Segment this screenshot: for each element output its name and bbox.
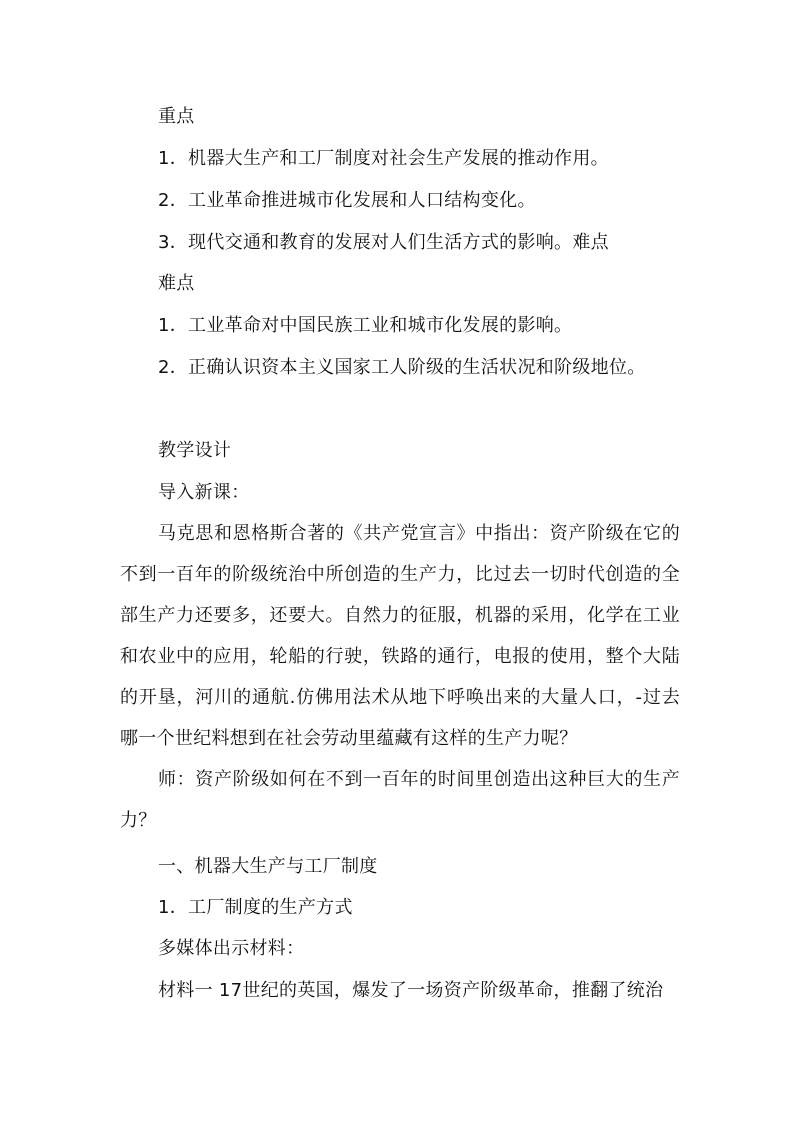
teaching-design-heading: 教学设计 — [158, 440, 232, 461]
intro-label: 导入新课： — [158, 482, 250, 503]
key-points-heading: 重点 — [158, 106, 195, 127]
difficulty-item-2: 2．正确认识资本主义国家工人阶级的生活状况和阶级地位。 — [158, 357, 646, 378]
material-one-line: 材料一 17世纪的英国，爆发了一场资产阶级革命，推翻了统治 — [158, 980, 664, 1001]
media-label: 多媒体出示材料： — [158, 938, 305, 959]
difficulty-item-1: 1．工业革命对中国民族工业和城市化发展的影响。 — [158, 315, 573, 336]
difficulties-heading: 难点 — [158, 273, 195, 294]
section-one-heading: 一、机器大生产与工厂制度 — [158, 856, 378, 877]
quote-paragraph: 马克思和恩格斯合著的《共产党宣言》中指出：资产阶级在它的不到一百年的阶级统治中所创造的生产力，比过去一切时代创造的全部生产力还要多，还要大。自然力的征服，机器的采用，化学在工业和农业中的应用，轮船的行驶，铁路的通行，电报的使用，整个大陆的开垦，河川的通航.仿佛用法术从地下呼唤出来的大量人口，-过去哪一个世纪料想到在社会劳动里蕴藏有这样的生产力呢？ — [120, 523, 680, 749]
teacher-paragraph: 师：资产阶级如何在不到一百年的时间里创造出这种巨大的生产力？ — [120, 769, 680, 831]
subsection-one-heading: 1．工厂制度的生产方式 — [158, 897, 353, 918]
key-point-item-1: 1．机器大生产和工厂制度对社会生产发展的推动作用。 — [158, 148, 609, 169]
key-point-item-3: 3．现代交通和教育的发展对人们生活方式的影响。难点 — [158, 232, 609, 253]
key-point-item-2: 2．工业革命推进城市化发展和人口结构变化。 — [158, 190, 536, 211]
